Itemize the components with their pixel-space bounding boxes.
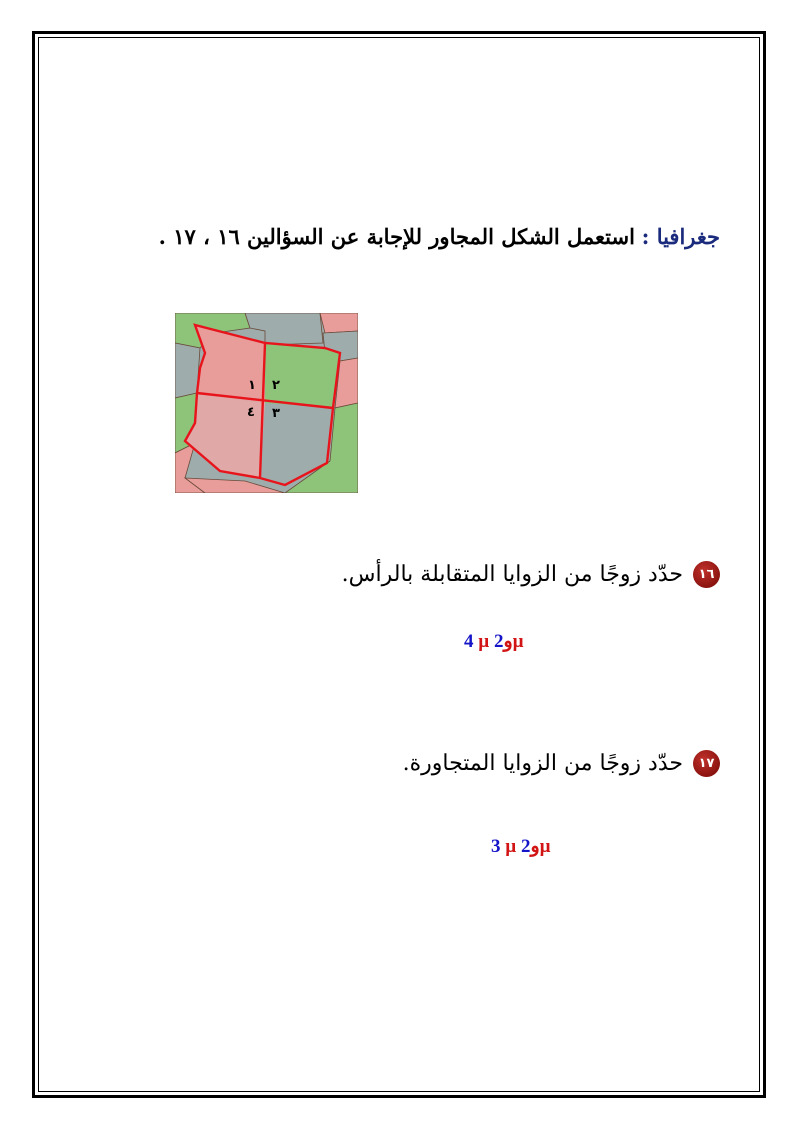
region-label-1: ١ [248, 378, 256, 393]
question-number-badge: ١٦ [693, 561, 720, 588]
map-region-2 [265, 343, 340, 408]
exercise-heading [159, 224, 720, 249]
answer-angle-b-symbol: µ [478, 631, 490, 652]
answer-angle-b-num: 4 [464, 631, 474, 652]
region-label-2: ٢ [272, 378, 280, 393]
question-16 [342, 561, 720, 588]
map-figure [175, 313, 358, 493]
question-text: حدّد زوجًا من الزوايا المتجاورة. [402, 751, 683, 776]
answer-16 [464, 630, 524, 653]
question-number-badge: ١٧ [693, 750, 720, 777]
map-region-ne [320, 313, 358, 333]
instruction-text: استعمل الشكل المجاور للإجابة عن السؤالين ١٦ ، ١٧ . [158, 224, 635, 249]
region-label-3: ٣ [272, 406, 280, 421]
answer-angle-a-symbol: µ [512, 631, 524, 652]
answer-angle-a-num: 2 [520, 836, 531, 857]
answer-angle-a-symbol: µ [539, 836, 551, 857]
region-label-4: ٤ [247, 405, 255, 420]
question-text: حدّد زوجًا من الزوايا المتقابلة بالرأس. [341, 562, 683, 587]
answer-conjunction: و [503, 631, 513, 652]
subject-label: جغرافيا : [641, 224, 720, 249]
answer-angle-b-symbol: µ [505, 836, 517, 857]
question-17 [403, 750, 720, 777]
answer-angle-b-num: 3 [491, 836, 501, 857]
answer-17 [491, 835, 551, 858]
answer-angle-a-num: 2 [493, 631, 504, 652]
answer-conjunction: و [530, 836, 540, 857]
